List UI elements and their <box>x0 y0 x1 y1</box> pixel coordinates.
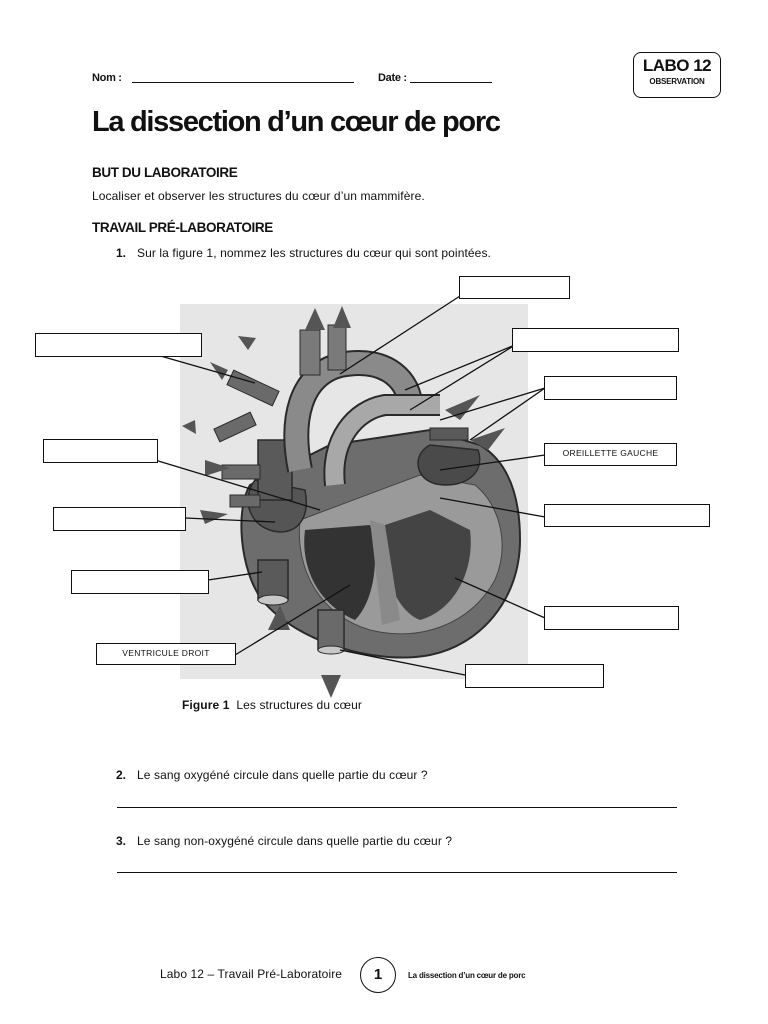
inferior-vena-cava <box>258 560 288 600</box>
goal-heading: BUT DU LABORATOIRE <box>92 165 238 180</box>
figure-caption-label: Figure 1 <box>182 698 230 712</box>
label-box-pulmonary-veins[interactable] <box>544 376 677 400</box>
label-left-atrium: OREILLETTE GAUCHE <box>562 448 659 458</box>
label-box-aorta[interactable] <box>459 276 570 299</box>
footer-right-text: La dissection d’un cœur de porc <box>408 971 526 980</box>
label-box-pulmonary-artery[interactable] <box>512 328 679 352</box>
question-2-number: 2. <box>116 768 127 782</box>
date-label: Date : <box>378 72 407 84</box>
question-1-number: 1. <box>116 246 127 260</box>
prelab-heading: TRAVAIL PRÉ-LABORATOIRE <box>92 220 273 235</box>
page-number: 1 <box>360 957 396 993</box>
left-carotid-artery <box>328 325 346 370</box>
question-2-text: Le sang oxygéné circule dans quelle partie du cœur ? <box>137 768 428 782</box>
brachiocephalic-artery <box>300 330 320 375</box>
label-box-right-atrium[interactable] <box>53 507 186 531</box>
label-box-mitral-valve[interactable] <box>544 504 710 527</box>
label-box-left-ventricle[interactable] <box>544 606 679 630</box>
date-field[interactable] <box>410 82 492 83</box>
label-box-descending-aorta[interactable] <box>465 664 604 688</box>
answer-line-3[interactable] <box>117 872 677 873</box>
answer-line-2[interactable] <box>117 807 677 808</box>
question-3-text: Le sang non-oxygéné circule dans quelle partie du cœur ? <box>137 834 453 848</box>
goal-text: Localiser et observer les structures du cœur d’un mammifère. <box>92 189 425 203</box>
name-label: Nom : <box>92 72 122 84</box>
labo-number: LABO 12 <box>642 56 712 75</box>
labo-type: OBSERVATION <box>649 77 705 86</box>
name-field[interactable] <box>132 82 354 83</box>
question-3-number: 3. <box>116 834 127 848</box>
descending-aorta <box>318 610 344 650</box>
label-box-left-atrium <box>544 443 677 466</box>
label-box-inferior-vena-cava[interactable] <box>71 570 209 594</box>
figure-caption <box>182 698 362 712</box>
label-box-right-ventricle <box>96 643 236 665</box>
label-box-superior-vena-cava[interactable] <box>35 333 202 357</box>
label-box-pulmonary-valve[interactable] <box>43 439 158 463</box>
footer-left-text: Labo 12 – Travail Pré-Laboratoire <box>160 967 343 981</box>
question-1-text: Sur la figure 1, nommez les structures du cœur qui sont pointées. <box>137 246 491 260</box>
pulmonary-veins <box>430 428 468 440</box>
labo-badge <box>633 52 721 98</box>
page-title: La dissection d’un cœur de porc <box>92 106 500 138</box>
figure-caption-text: Les structures du cœur <box>236 698 362 712</box>
label-right-ventricle: VENTRICULE DROIT <box>122 648 210 658</box>
